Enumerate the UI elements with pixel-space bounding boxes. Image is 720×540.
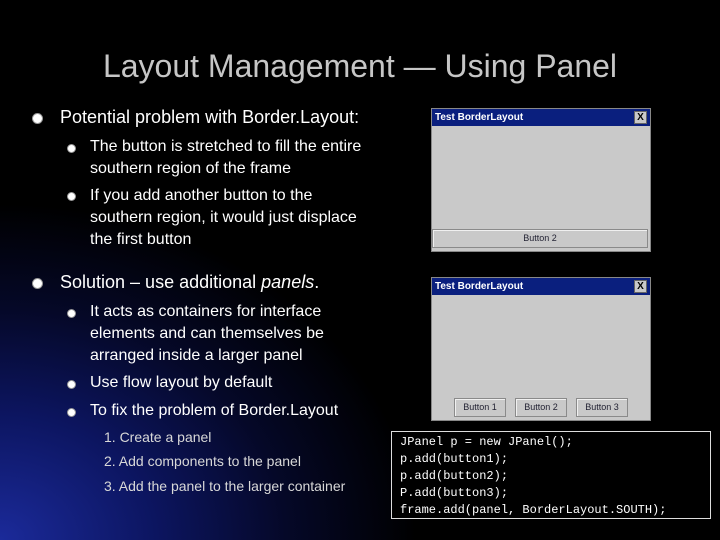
bullet-icon bbox=[32, 278, 43, 289]
step-1: 1. Create a panel bbox=[104, 429, 212, 445]
code-line: frame.add(panel, BorderLayout.SOUTH); bbox=[400, 503, 667, 517]
text-plain: Solution – use additional bbox=[60, 272, 262, 292]
bullet-potential-problem: Potential problem with Border.Layout: bbox=[60, 107, 360, 127]
step-3: 3. Add the panel to the larger container bbox=[104, 478, 346, 494]
text-line: arranged inside a larger panel bbox=[90, 347, 303, 364]
bullet-icon bbox=[67, 380, 76, 389]
text-end: . bbox=[314, 272, 320, 292]
bullet-icon bbox=[67, 309, 76, 318]
window-screenshot-panel bbox=[431, 277, 651, 421]
window-titlebar bbox=[432, 109, 650, 126]
step-2: 2. Add components to the panel bbox=[104, 453, 301, 469]
window-title: Test BorderLayout bbox=[435, 112, 524, 123]
text-line: The button is stretched to fill the entire bbox=[90, 138, 362, 155]
sub-bullet-stretched bbox=[90, 136, 361, 180]
close-icon: X bbox=[634, 280, 647, 293]
code-line: p.add(button2); bbox=[400, 469, 509, 483]
bullet-icon bbox=[67, 144, 76, 153]
bullet-icon bbox=[32, 113, 43, 124]
code-snippet bbox=[391, 431, 711, 519]
bullet-icon bbox=[67, 408, 76, 417]
sub-bullet-displace bbox=[90, 185, 357, 251]
button-2: Button 2 bbox=[515, 398, 567, 417]
window-screenshot-borderlayout bbox=[431, 108, 651, 252]
close-icon: X bbox=[634, 111, 647, 124]
text-line: the first button bbox=[90, 231, 192, 248]
text-line: southern region, it would just displace bbox=[90, 209, 357, 226]
text-italic: panels bbox=[261, 272, 315, 292]
window-titlebar bbox=[432, 278, 650, 295]
button-1: Button 1 bbox=[454, 398, 506, 417]
text-line: southern region of the frame bbox=[90, 160, 292, 177]
bullet-solution bbox=[60, 272, 319, 293]
text-line: It acts as containers for interface bbox=[90, 303, 322, 320]
sub-bullet-fix-problem: To fix the problem of Border.Layout bbox=[90, 402, 339, 419]
button-3: Button 3 bbox=[576, 398, 628, 417]
code-line: P.add(button3); bbox=[400, 486, 509, 500]
window-title: Test BorderLayout bbox=[435, 281, 524, 292]
code-line: p.add(button1); bbox=[400, 452, 509, 466]
code-line: JPanel p = new JPanel(); bbox=[400, 435, 573, 449]
text-line: elements and can themselves be bbox=[90, 325, 324, 342]
bullet-icon bbox=[67, 192, 76, 201]
sub-bullet-flow-layout: Use flow layout by default bbox=[90, 374, 273, 391]
button-2: Button 2 bbox=[432, 229, 648, 248]
sub-bullet-containers bbox=[90, 301, 324, 367]
text-line: If you add another button to the bbox=[90, 187, 313, 204]
slide-title: Layout Management — Using Panel bbox=[102, 48, 618, 84]
